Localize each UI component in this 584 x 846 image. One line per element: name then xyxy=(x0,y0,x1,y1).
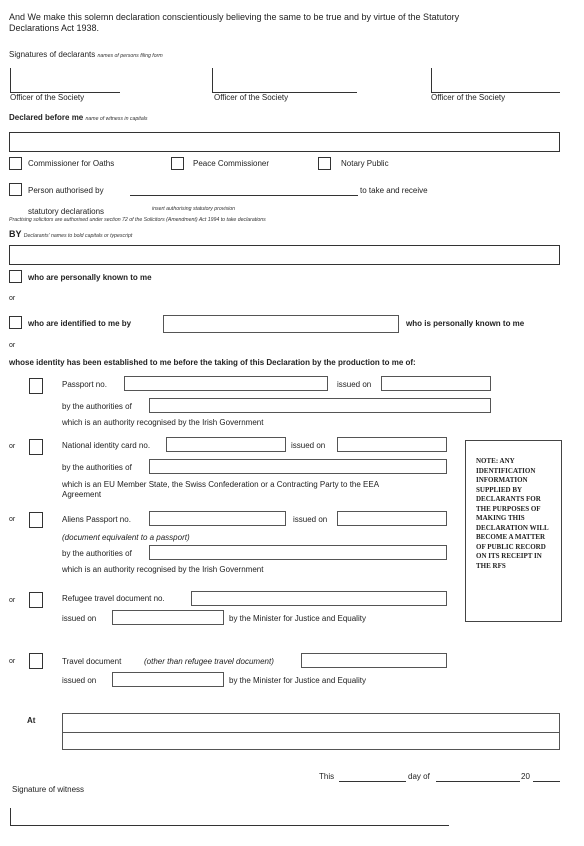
witness-name-field[interactable] xyxy=(9,132,560,152)
identified-by-label: who are identified to me by xyxy=(28,319,132,328)
signature-bracket-1 xyxy=(10,68,11,92)
aliens-passport-label: Aliens Passport no. xyxy=(62,515,131,524)
passport-issued-on-label: issued on xyxy=(337,380,372,389)
passport-authorities-label: by the authorities of xyxy=(62,402,132,411)
witness-signature-label: Signature of witness xyxy=(12,785,85,794)
passport-no-label: Passport no. xyxy=(62,380,107,389)
declared-label xyxy=(9,113,148,122)
national-id-label: National identity card no. xyxy=(62,441,151,450)
date-day-line[interactable] xyxy=(339,781,406,782)
witness-signature-bracket xyxy=(10,808,11,825)
solicitors-note: Practising solicitors are authorised under section 72 of the Solicitors (Amendment) Act 1994 to take declarations xyxy=(9,217,266,223)
passport-checkbox[interactable] xyxy=(29,378,43,394)
aliens-passport-checkbox[interactable] xyxy=(29,512,43,528)
authorised-person-checkbox[interactable] xyxy=(9,183,22,196)
peace-commissioner-checkbox[interactable] xyxy=(171,157,184,170)
date-month-line[interactable] xyxy=(436,781,520,782)
travel-doc-label: Travel document xyxy=(62,657,122,666)
by-label-row xyxy=(9,229,132,239)
officer-label-2: Officer of the Society xyxy=(214,93,289,102)
aliens-authorities-label: by the authorities of xyxy=(62,549,132,558)
officer-label-1: Officer of the Society xyxy=(10,93,85,102)
passport-no-field[interactable] xyxy=(124,376,328,391)
or-separator-1: or xyxy=(9,295,16,302)
aliens-passport-issued-date-field[interactable] xyxy=(337,511,447,526)
by-hint: Declarants' names to bold capitals or typescript xyxy=(23,233,133,239)
notary-checkbox[interactable] xyxy=(318,157,331,170)
public-record-note: NOTE: ANY IDENTIFICATION INFORMATION SUPPLIED BY DECLARANTS FOR THE PURPOSES OF MAKING THIS DECLARATION WILL BECOME A MATTER OF PUBLIC RECORD ON ITS RECEIPT IN THE RFS xyxy=(465,440,562,622)
by-label: BY xyxy=(9,229,22,239)
intro-line-2: Declarations Act 1938. xyxy=(9,23,100,33)
national-id-authorities-label: by the authorities of xyxy=(62,463,132,472)
signature-bracket-2 xyxy=(212,68,213,92)
identity-established-label: whose identity has been established to me before the taking of this Declaration by the production to me of: xyxy=(9,358,416,367)
refugee-issued-on-label: issued on xyxy=(62,614,97,623)
refugee-issued-date-field[interactable] xyxy=(112,610,224,625)
identified-by-checkbox[interactable] xyxy=(9,316,22,329)
eu-member-text-1: which is an EU Member State, the Swiss Confederation or a Contracting Party to the EEA xyxy=(62,480,380,489)
or-travel-doc: or xyxy=(9,658,16,665)
place-field[interactable] xyxy=(62,713,560,750)
passport-recognised-text: which is an authority recognised by the Irish Government xyxy=(62,418,264,427)
peace-commissioner-label: Peace Commissioner xyxy=(193,159,270,168)
insert-provision-hint: insert authorising statutory provision xyxy=(152,206,236,212)
signatures-label xyxy=(9,50,163,59)
witness-signature-line[interactable] xyxy=(10,825,449,826)
date-year-line[interactable] xyxy=(533,781,560,782)
commissioner-checkbox[interactable] xyxy=(9,157,22,170)
officer-label-3: Officer of the Society xyxy=(431,93,506,102)
signature-bracket-3 xyxy=(431,68,432,92)
personally-known-checkbox[interactable] xyxy=(9,270,22,283)
signatures-hint: names of persons filing form xyxy=(97,53,163,59)
signatures-label-text: Signatures of declarants xyxy=(9,50,96,59)
aliens-recognised-text: which is an authority recognised by the Irish Government xyxy=(62,565,264,574)
national-id-issued-date-field[interactable] xyxy=(337,437,447,452)
travel-issued-on-label: issued on xyxy=(62,676,97,685)
national-id-field[interactable] xyxy=(166,437,286,452)
doc-equivalent-text: (document equivalent to a passport) xyxy=(62,533,190,542)
or-refugee: or xyxy=(9,597,16,604)
notary-label: Notary Public xyxy=(341,159,389,168)
refugee-doc-field[interactable] xyxy=(191,591,447,606)
identifier-name-field[interactable] xyxy=(163,315,399,333)
date-day-of-label: day of xyxy=(408,772,430,781)
eu-member-text-2: Agreement xyxy=(62,490,102,499)
place-field-divider xyxy=(63,732,559,733)
declared-label-text: Declared before me xyxy=(9,113,84,122)
at-label: At xyxy=(27,716,36,725)
identifier-known-label: who is personally known to me xyxy=(406,319,525,328)
aliens-passport-field[interactable] xyxy=(149,511,286,526)
refugee-doc-label: Refugee travel document no. xyxy=(62,594,165,603)
or-aliens-passport: or xyxy=(9,516,16,523)
refugee-doc-checkbox[interactable] xyxy=(29,592,43,608)
declarants-names-field[interactable] xyxy=(9,245,560,265)
travel-doc-checkbox[interactable] xyxy=(29,653,43,669)
passport-issued-date-field[interactable] xyxy=(381,376,491,391)
national-id-authority-field[interactable] xyxy=(149,459,447,474)
statutory-declarations-label: statutory declarations xyxy=(28,207,105,216)
statutory-provision-line[interactable] xyxy=(130,195,358,196)
refugee-minister-text: by the Minister for Justice and Equality xyxy=(229,614,366,623)
or-national-id: or xyxy=(9,443,16,450)
aliens-passport-issued-on-label: issued on xyxy=(293,515,328,524)
date-this-label: This xyxy=(319,772,335,781)
travel-minister-text: by the Minister for Justice and Equality xyxy=(229,676,366,685)
commissioner-label: Commissioner for Oaths xyxy=(28,159,115,168)
or-separator-2: or xyxy=(9,342,16,349)
take-receive-label: to take and receive xyxy=(360,186,428,195)
intro-line-1: And We make this solemn declaration conscientiously believing the same to be true and by virtue of the Statutory xyxy=(9,12,460,22)
declared-hint: name of witness in capitals xyxy=(85,116,148,122)
travel-issued-date-field[interactable] xyxy=(112,672,224,687)
aliens-authority-field[interactable] xyxy=(149,545,447,560)
travel-doc-other-than: (other than refugee travel document) xyxy=(144,657,274,666)
national-id-issued-on-label: issued on xyxy=(291,441,326,450)
national-id-checkbox[interactable] xyxy=(29,439,43,455)
travel-doc-field[interactable] xyxy=(301,653,447,668)
authorised-label: Person authorised by xyxy=(28,186,104,195)
passport-authority-field[interactable] xyxy=(149,398,491,413)
date-year-label: 20 xyxy=(521,772,530,781)
personally-known-label: who are personally known to me xyxy=(28,273,152,282)
